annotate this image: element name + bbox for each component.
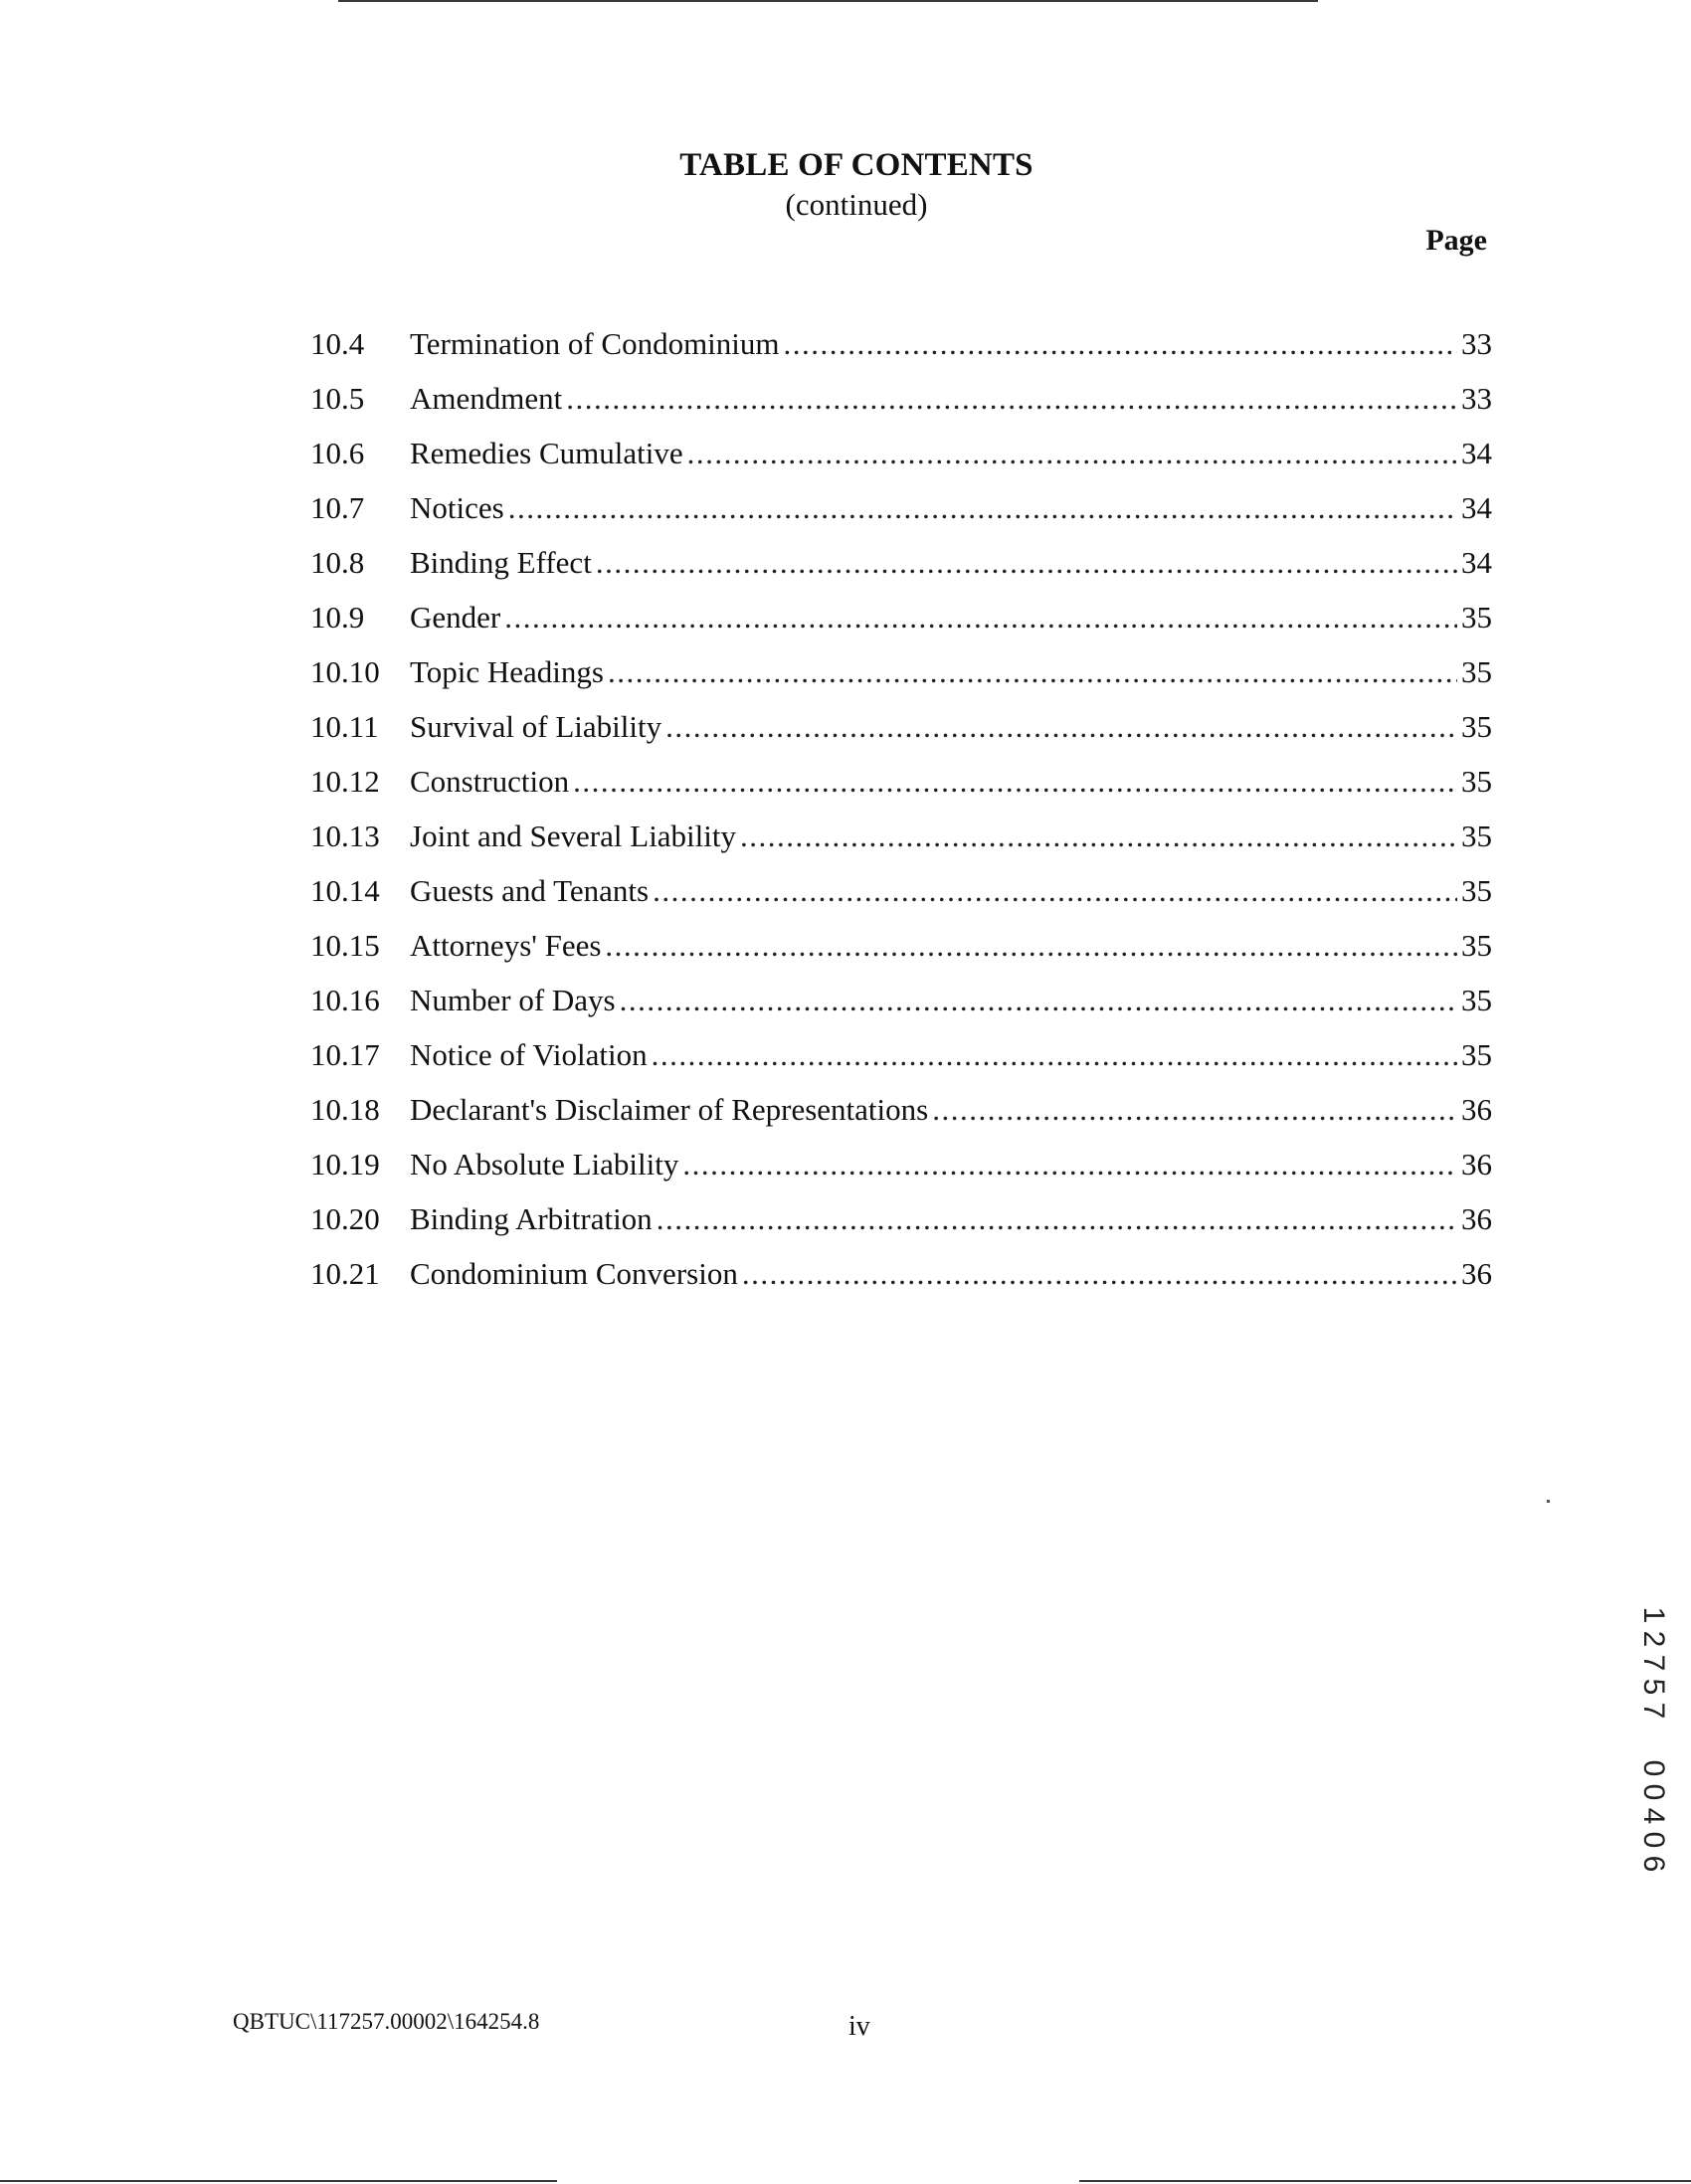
toc-dot-leader [784,326,1457,362]
stamp-digit: 0 [1637,1759,1670,1777]
toc-entry-title: Binding Effect [410,545,592,580]
toc-entry-number: 10.16 [310,983,380,1017]
toc-entry-page: 36 [1461,1256,1492,1291]
toc-entry-number: 10.11 [310,709,379,744]
toc-entry-page: 35 [1461,709,1492,744]
document-subtitle: (continued) [785,187,928,222]
footer-page-number: iv [848,2011,870,2042]
toc-dot-leader [665,709,1457,745]
toc-dot-leader [605,928,1457,964]
toc-dot-leader [657,1201,1457,1237]
toc-entry [310,326,1492,381]
toc-entry-title: Termination of Condominium [410,326,780,361]
scan-speck [1547,1500,1550,1503]
footer-document-id: QBTUC\117257.00002\164254.8 [233,2009,540,2034]
toc-dot-leader [740,819,1457,854]
toc-entry-page: 35 [1461,928,1492,963]
toc-entry-page: 36 [1461,1092,1492,1127]
toc-entry-title: Condominium Conversion [410,1256,738,1291]
toc-entry-page: 35 [1461,819,1492,853]
page-column-heading: Page [1425,224,1487,257]
stamp-digit: 5 [1637,1678,1670,1696]
toc-list [310,326,1492,1311]
toc-entry [310,545,1492,600]
toc-entry-page: 35 [1461,1037,1492,1072]
toc-entry-number: 10.12 [310,764,380,799]
toc-entry-number: 10.19 [310,1147,380,1182]
toc-entry-number: 10.13 [310,819,380,853]
toc-entry-title: Guests and Tenants [410,873,650,908]
toc-dot-leader [932,1092,1457,1128]
toc-entry-title: Gender [410,600,501,635]
toc-entry [310,490,1492,545]
stamp-digit: 7 [1637,1702,1670,1720]
toc-entry [310,1092,1492,1147]
toc-entry-title: Notice of Violation [410,1037,648,1072]
toc-entry-title: Topic Headings [410,654,604,689]
toc-entry-page: 34 [1461,490,1492,525]
toc-entry [310,1201,1492,1256]
toc-dot-leader [566,381,1457,417]
toc-entry-number: 10.7 [310,490,365,525]
stamp-digit: 2 [1637,1630,1670,1648]
toc-entry [310,381,1492,436]
toc-entry-page: 35 [1461,764,1492,799]
toc-entry-title: Amendment [410,381,563,416]
toc-entry-title: Survival of Liability [410,709,662,744]
toc-entry-title: Number of Days [410,983,616,1017]
toc-entry-page: 33 [1461,326,1492,361]
toc-dot-leader [620,983,1457,1018]
recording-number-stamp [1636,1603,1670,1876]
toc-entry-page: 35 [1461,654,1492,689]
toc-entry-number: 10.5 [310,381,365,416]
toc-entry-title: No Absolute Liability [410,1147,679,1182]
toc-entry [310,654,1492,709]
toc-dot-leader [608,654,1457,690]
toc-entry-page: 33 [1461,381,1492,416]
toc-dot-leader [508,490,1457,526]
scan-edge-line-top [338,0,1318,2]
document-title: TABLE OF CONTENTS [679,147,1033,183]
toc-dot-leader [687,436,1457,471]
toc-dot-leader [682,1147,1457,1183]
toc-entry-number: 10.14 [310,873,380,908]
toc-entry-number: 10.21 [310,1256,380,1291]
toc-entry-title: Attorneys' Fees [410,928,602,963]
stamp-digit: 0 [1637,1783,1670,1801]
toc-entry [310,600,1492,654]
toc-entry-number: 10.4 [310,326,365,361]
toc-entry-number: 10.18 [310,1092,380,1127]
toc-entry-page: 36 [1461,1147,1492,1182]
toc-entry-title: Binding Arbitration [410,1201,653,1236]
toc-dot-leader [652,1037,1457,1073]
stamp-digit: 6 [1637,1855,1670,1873]
toc-entry [310,873,1492,928]
toc-entry-page: 36 [1461,1201,1492,1236]
toc-entry [310,764,1492,819]
toc-entry [310,436,1492,490]
toc-entry-title: Construction [410,764,570,799]
stamp-digit: 7 [1637,1654,1670,1672]
scan-edge-line-bottom-right [1079,2180,1691,2182]
toc-entry-number: 10.6 [310,436,365,470]
toc-entry [310,1147,1492,1201]
toc-entry-number: 10.9 [310,600,365,635]
toc-entry-number: 10.10 [310,654,380,689]
toc-dot-leader [742,1256,1457,1292]
toc-entry-number: 10.8 [310,545,365,580]
toc-entry-number: 10.17 [310,1037,380,1072]
toc-entry [310,819,1492,873]
stamp-digit: 1 [1637,1606,1670,1624]
toc-entry-number: 10.15 [310,928,380,963]
toc-entry [310,1256,1492,1311]
toc-entry-page: 34 [1461,436,1492,470]
toc-dot-leader [504,600,1457,636]
toc-dot-leader [573,764,1457,800]
toc-entry-title: Remedies Cumulative [410,436,683,470]
toc-dot-leader [596,545,1457,581]
toc-entry-page: 35 [1461,873,1492,908]
toc-dot-leader [653,873,1457,909]
toc-entry [310,928,1492,983]
toc-entry [310,983,1492,1037]
toc-entry [310,1037,1492,1092]
stamp-digit: 0 [1637,1831,1670,1849]
toc-entry-page: 34 [1461,545,1492,580]
scan-edge-line-bottom-left [0,2180,557,2182]
toc-entry-number: 10.20 [310,1201,380,1236]
stamp-digit: 4 [1637,1807,1670,1825]
toc-entry-title: Joint and Several Liability [410,819,737,853]
toc-entry-title: Notices [410,490,504,525]
toc-entry-page: 35 [1461,983,1492,1017]
toc-entry-title: Declarant's Disclaimer of Representations [410,1092,929,1127]
toc-entry [310,709,1492,764]
toc-entry-page: 35 [1461,600,1492,635]
